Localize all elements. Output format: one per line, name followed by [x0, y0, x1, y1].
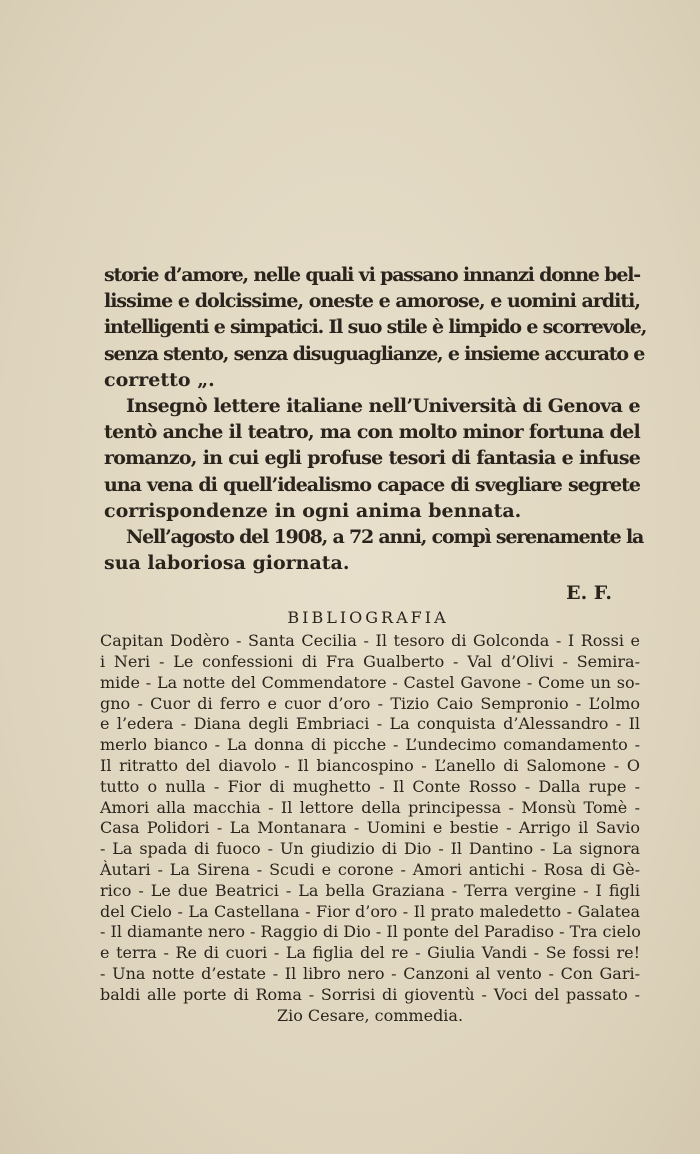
bibliography-line: Casa Polidori - La Montanara - Uomini e bestie - Arrigo il Savio — [100, 818, 640, 838]
bibliography-line: e l’edera - Diana degli Embriaci - La conquista d’Alessandro - Il — [100, 714, 640, 734]
body-line: senza stento, senza disuguaglianze, e insieme accurato e — [104, 342, 645, 365]
bibliography-line: mide - La notte del Commendatore - Castel Gavone - Come un so- — [100, 672, 640, 692]
bibliography-line: Capitan Dodèro - Santa Cecilia - Il tesoro di Golconda - I Rossi e — [100, 631, 640, 651]
author-signature: E. F. — [566, 582, 612, 605]
bibliography-line: baldi alle porte di Roma - Sorrisi di gioventù - Voci del passato - — [100, 984, 640, 1004]
bibliography-heading: BIBLIOGRAFIA — [287, 608, 449, 628]
bibliography-line: - La spada di fuoco - Un giudizio di Dio - Il Dantino - La signora — [100, 839, 640, 859]
body-line: corretto „. — [104, 368, 215, 391]
bibliography-line: gno - Cuor di ferro e cuor d’oro - Tizio Caio Sempronio - L’olmo — [100, 693, 640, 713]
bibliography-line: - Una notte d’estate - Il libro nero - Canzoni al vento - Con Gari- — [100, 964, 640, 983]
bibliography-line: del Cielo - La Castellana - Fior d’oro - Il prato maledetto - Galatea — [100, 901, 640, 921]
bibliography-line: Il ritratto del diavolo - Il biancospino - L’anello di Salomone - O — [100, 756, 640, 776]
body-line: sua laboriosa giornata. — [104, 552, 350, 575]
body-line: Insegnò lettere italiane nell’Università di Genova e — [126, 394, 640, 417]
page-text-block — [100, 262, 647, 1026]
bibliography-line: tutto o nulla - Fior di mughetto - Il Conte Rosso - Dalla rupe - — [100, 776, 640, 796]
body-line: una vena di quell’idealismo capace di svegliare segrete — [104, 473, 640, 496]
bibliography-line: merlo bianco - La donna di picche - L’undecimo comandamento - — [100, 735, 640, 755]
body-line: lissime e dolcissime, oneste e amorose, e uomini arditi, — [104, 290, 640, 313]
body-line: Nell’agosto del 1908, a 72 anni, compì serenamente la — [126, 525, 644, 548]
body-line: tentò anche il teatro, ma con molto minor fortuna del — [104, 421, 640, 444]
bibliography-line: Àutari - La Sirena - Scudi e corone - Amori antichi - Rosa di Gè- — [100, 860, 640, 880]
body-line: intelligenti e simpatici. Il suo stile è limpido e scorrevole, — [104, 316, 647, 339]
body-line: corrispondenze in ogni anima bennata. — [104, 499, 522, 522]
body-line: storie d’amore, nelle quali vi passano innanzi donne bel- — [104, 264, 640, 286]
body-text — [104, 262, 647, 576]
bibliography-line: Amori alla macchia - Il lettore della principessa - Monsù Tomè - — [100, 797, 640, 817]
body-line: romanzo, in cui egli profuse tesori di fantasia e infuse — [104, 447, 640, 470]
bibliography-line: Zio Cesare, commedia. — [276, 1005, 464, 1025]
bibliography-line: rico - Le due Beatrici - La bella Graziana - Terra vergine - I figli — [100, 880, 640, 900]
bibliography-line: e terra - Re di cuori - La figlia del re - Giulia Vandi - Se fossi re! — [100, 943, 640, 963]
bibliography-line: i Neri - Le confessioni di Fra Gualberto - Val d’Olivi - Semira- — [100, 652, 640, 672]
bibliography-list — [100, 631, 640, 1026]
bibliography-line: - Il diamante nero - Raggio di Dio - Il ponte del Paradiso - Tra cielo — [100, 922, 641, 942]
